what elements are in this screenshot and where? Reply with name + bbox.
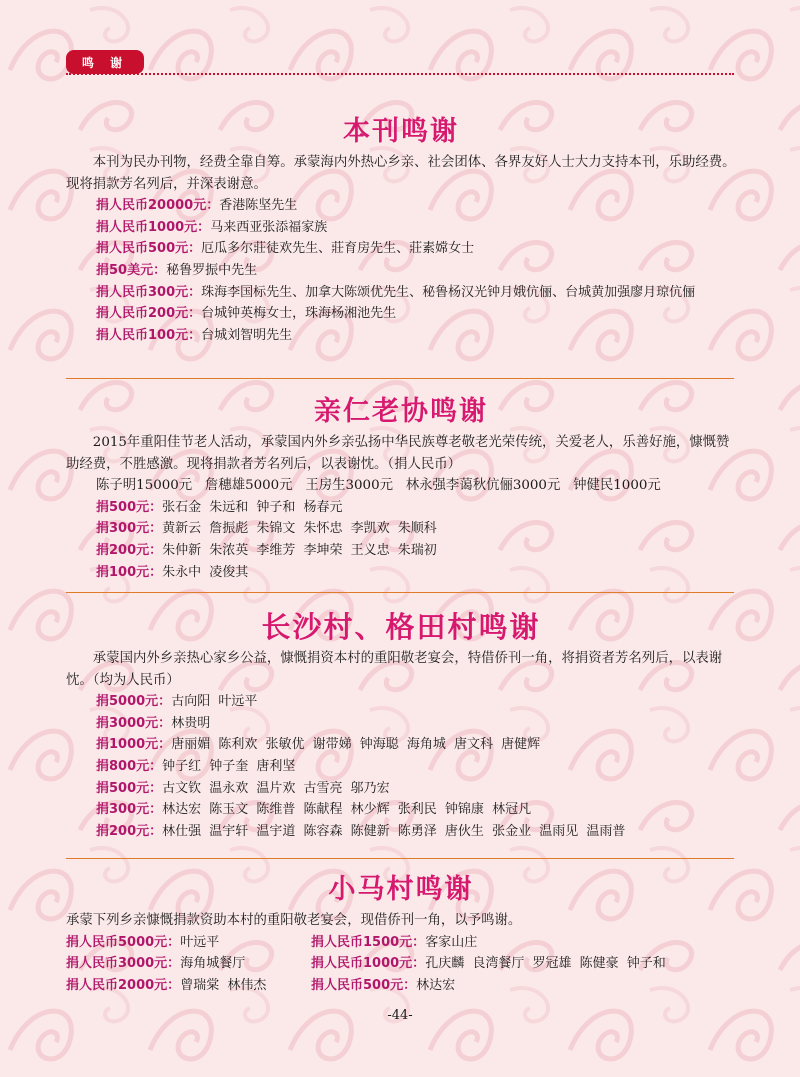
section-intro: 本刊为民办刊物，经费全靠自筹。承蒙海内外热心乡亲、社会团体、各界友好人士大力支持本刊，乐助经费。现将捐款芳名列后，并深表谢意。 xyxy=(66,155,736,192)
donation-label: 捐人民币500元： xyxy=(96,241,202,257)
section-divider xyxy=(66,858,734,859)
donor-names: 朱永中 凌俊其 xyxy=(162,564,249,580)
section-divider xyxy=(66,592,734,593)
section-title: 小马村鸣谢 xyxy=(328,874,474,905)
donor-names: 孔庆麟 良湾餐厅 罗冠雄 陈健豪 钟子和 xyxy=(425,956,666,972)
donation-label: 捐人民币1500元： xyxy=(311,934,426,950)
donor-names: 客家山庄 xyxy=(425,934,478,950)
donor-names: 台城钟英梅女士，珠海杨湘池先生 xyxy=(201,306,397,322)
donation-label: 捐200元： xyxy=(96,542,163,558)
donation-label: 捐1000元： xyxy=(96,737,172,753)
donor-names: 珠海李国标先生、加拿大陈颂优先生、秘鲁杨汉光钟月娥伉俪、台城黄加强廖月琼伉俪 xyxy=(201,284,696,300)
page-number: -44- xyxy=(387,1008,413,1023)
donor-names: 林达宏 xyxy=(416,977,456,993)
section-tab: 鸣 谢 xyxy=(66,50,144,74)
donation-label: 捐300元： xyxy=(96,521,163,537)
donor-names: 厄瓜多尔莊徒欢先生、莊育房先生、莊素嫦女士 xyxy=(201,241,475,257)
donor-column-right xyxy=(311,932,666,997)
donation-label: 捐800元： xyxy=(96,758,163,774)
donor-names: 林仕强 温宇轩 温宇道 陈容森 陈健新 陈勇泽 唐伙生 张金业 温雨见 温雨普 xyxy=(162,823,626,839)
section-title: 本刊鸣谢 xyxy=(343,116,459,147)
donation-label: 捐人民币100元： xyxy=(96,327,202,343)
donation-label: 捐200元： xyxy=(96,823,163,839)
donor-names: 台城刘智明先生 xyxy=(201,327,293,343)
section-intro: 承蒙国内外乡亲热心家乡公益，慷慨捐资本村的重阳敬老宴会，特借侨刊一角，将捐资者芳名列后，以表谢忱。（均为人民币） xyxy=(66,651,723,688)
header-rule xyxy=(66,73,734,75)
donation-label: 捐人民币3000元： xyxy=(66,956,181,972)
donor-names: 叶远平 xyxy=(180,934,220,950)
donation-label: 捐3000元： xyxy=(96,715,172,731)
section-intro: 承蒙下列乡亲慷慨捐款资助本村的重阳敬老宴会，现借侨刊一角，以予鸣谢。 xyxy=(66,913,522,928)
donation-label: 捐人民币20000元： xyxy=(96,198,220,214)
section-villages-thanks xyxy=(66,606,736,842)
section-intro: 2015年重阳佳节老人活动，承蒙国内外乡亲弘扬中华民族尊老敬老光荣传统，关爱老人，乐善好施，慷慨赞助经费，不胜感激。现将捐款者芳名列后，以表谢忱。（捐人民币） xyxy=(66,435,730,472)
section-journal-thanks xyxy=(66,112,736,346)
section-elderly-assoc-thanks xyxy=(66,392,736,583)
donor-names: 马来西亚张添福家族 xyxy=(210,219,328,235)
section-divider xyxy=(66,378,734,379)
section-title: 亲仁老协鸣谢 xyxy=(314,396,488,427)
donation-label: 捐人民币300元： xyxy=(96,284,202,300)
donor-names: 古向阳 叶远平 xyxy=(171,694,258,710)
section-xiaoma-thanks xyxy=(66,870,736,996)
donor-names: 林达宏 陈玉文 陈维普 陈献程 林少辉 张利民 钟锦康 林冠凡 xyxy=(162,802,532,818)
donation-label: 捐5000元： xyxy=(96,694,172,710)
donation-label: 捐人民币1000元： xyxy=(311,956,426,972)
donor-names: 古文钦 温永欢 温片欢 古雪亮 邬乃宏 xyxy=(162,780,390,796)
donation-label: 捐人民币1000元： xyxy=(96,219,211,235)
donor-names: 海角城餐厅 xyxy=(180,956,246,972)
donation-label: 捐人民币500元： xyxy=(311,977,417,993)
donation-label: 捐人民币5000元： xyxy=(66,934,181,950)
donor-names: 张石金 朱远和 钟子和 杨春元 xyxy=(162,499,343,515)
donor-names: 秘鲁罗振中先生 xyxy=(166,262,258,278)
donation-label: 捐50美元： xyxy=(96,262,167,278)
donor-names: 黄新云 詹振彪 朱锦文 朱怀忠 李凯欢 朱顺科 xyxy=(162,521,437,537)
donation-label: 捐人民币2000元： xyxy=(66,977,181,993)
section-title: 长沙村、格田村鸣谢 xyxy=(261,610,541,644)
donor-names: 香港陈坚先生 xyxy=(219,198,298,214)
donation-label: 捐300元： xyxy=(96,802,163,818)
donor-names: 林贵明 xyxy=(171,715,211,731)
donation-label: 捐100元： xyxy=(96,564,163,580)
donor-names: 唐丽媚 陈利欢 张敏优 谢带娣 钟海聪 海角城 唐文科 唐健辉 xyxy=(171,737,541,753)
donor-names: 朱仲新 朱浓英 李维芳 李坤荣 王义忠 朱瑞初 xyxy=(162,542,437,558)
donor-names: 钟子红 钟子奎 唐利坚 xyxy=(162,758,296,774)
donation-label: 捐人民币200元： xyxy=(96,306,202,322)
donor-list-plain: 陈子明15000元 詹穗雄5000元 王房生3000元 林永强李蔼秋伉俪3000元 钟健民1000元 xyxy=(96,478,661,494)
donation-label: 捐500元： xyxy=(96,780,163,796)
donation-label: 捐500元： xyxy=(96,499,163,515)
donor-names: 曾瑞棠 林伟杰 xyxy=(180,977,267,993)
